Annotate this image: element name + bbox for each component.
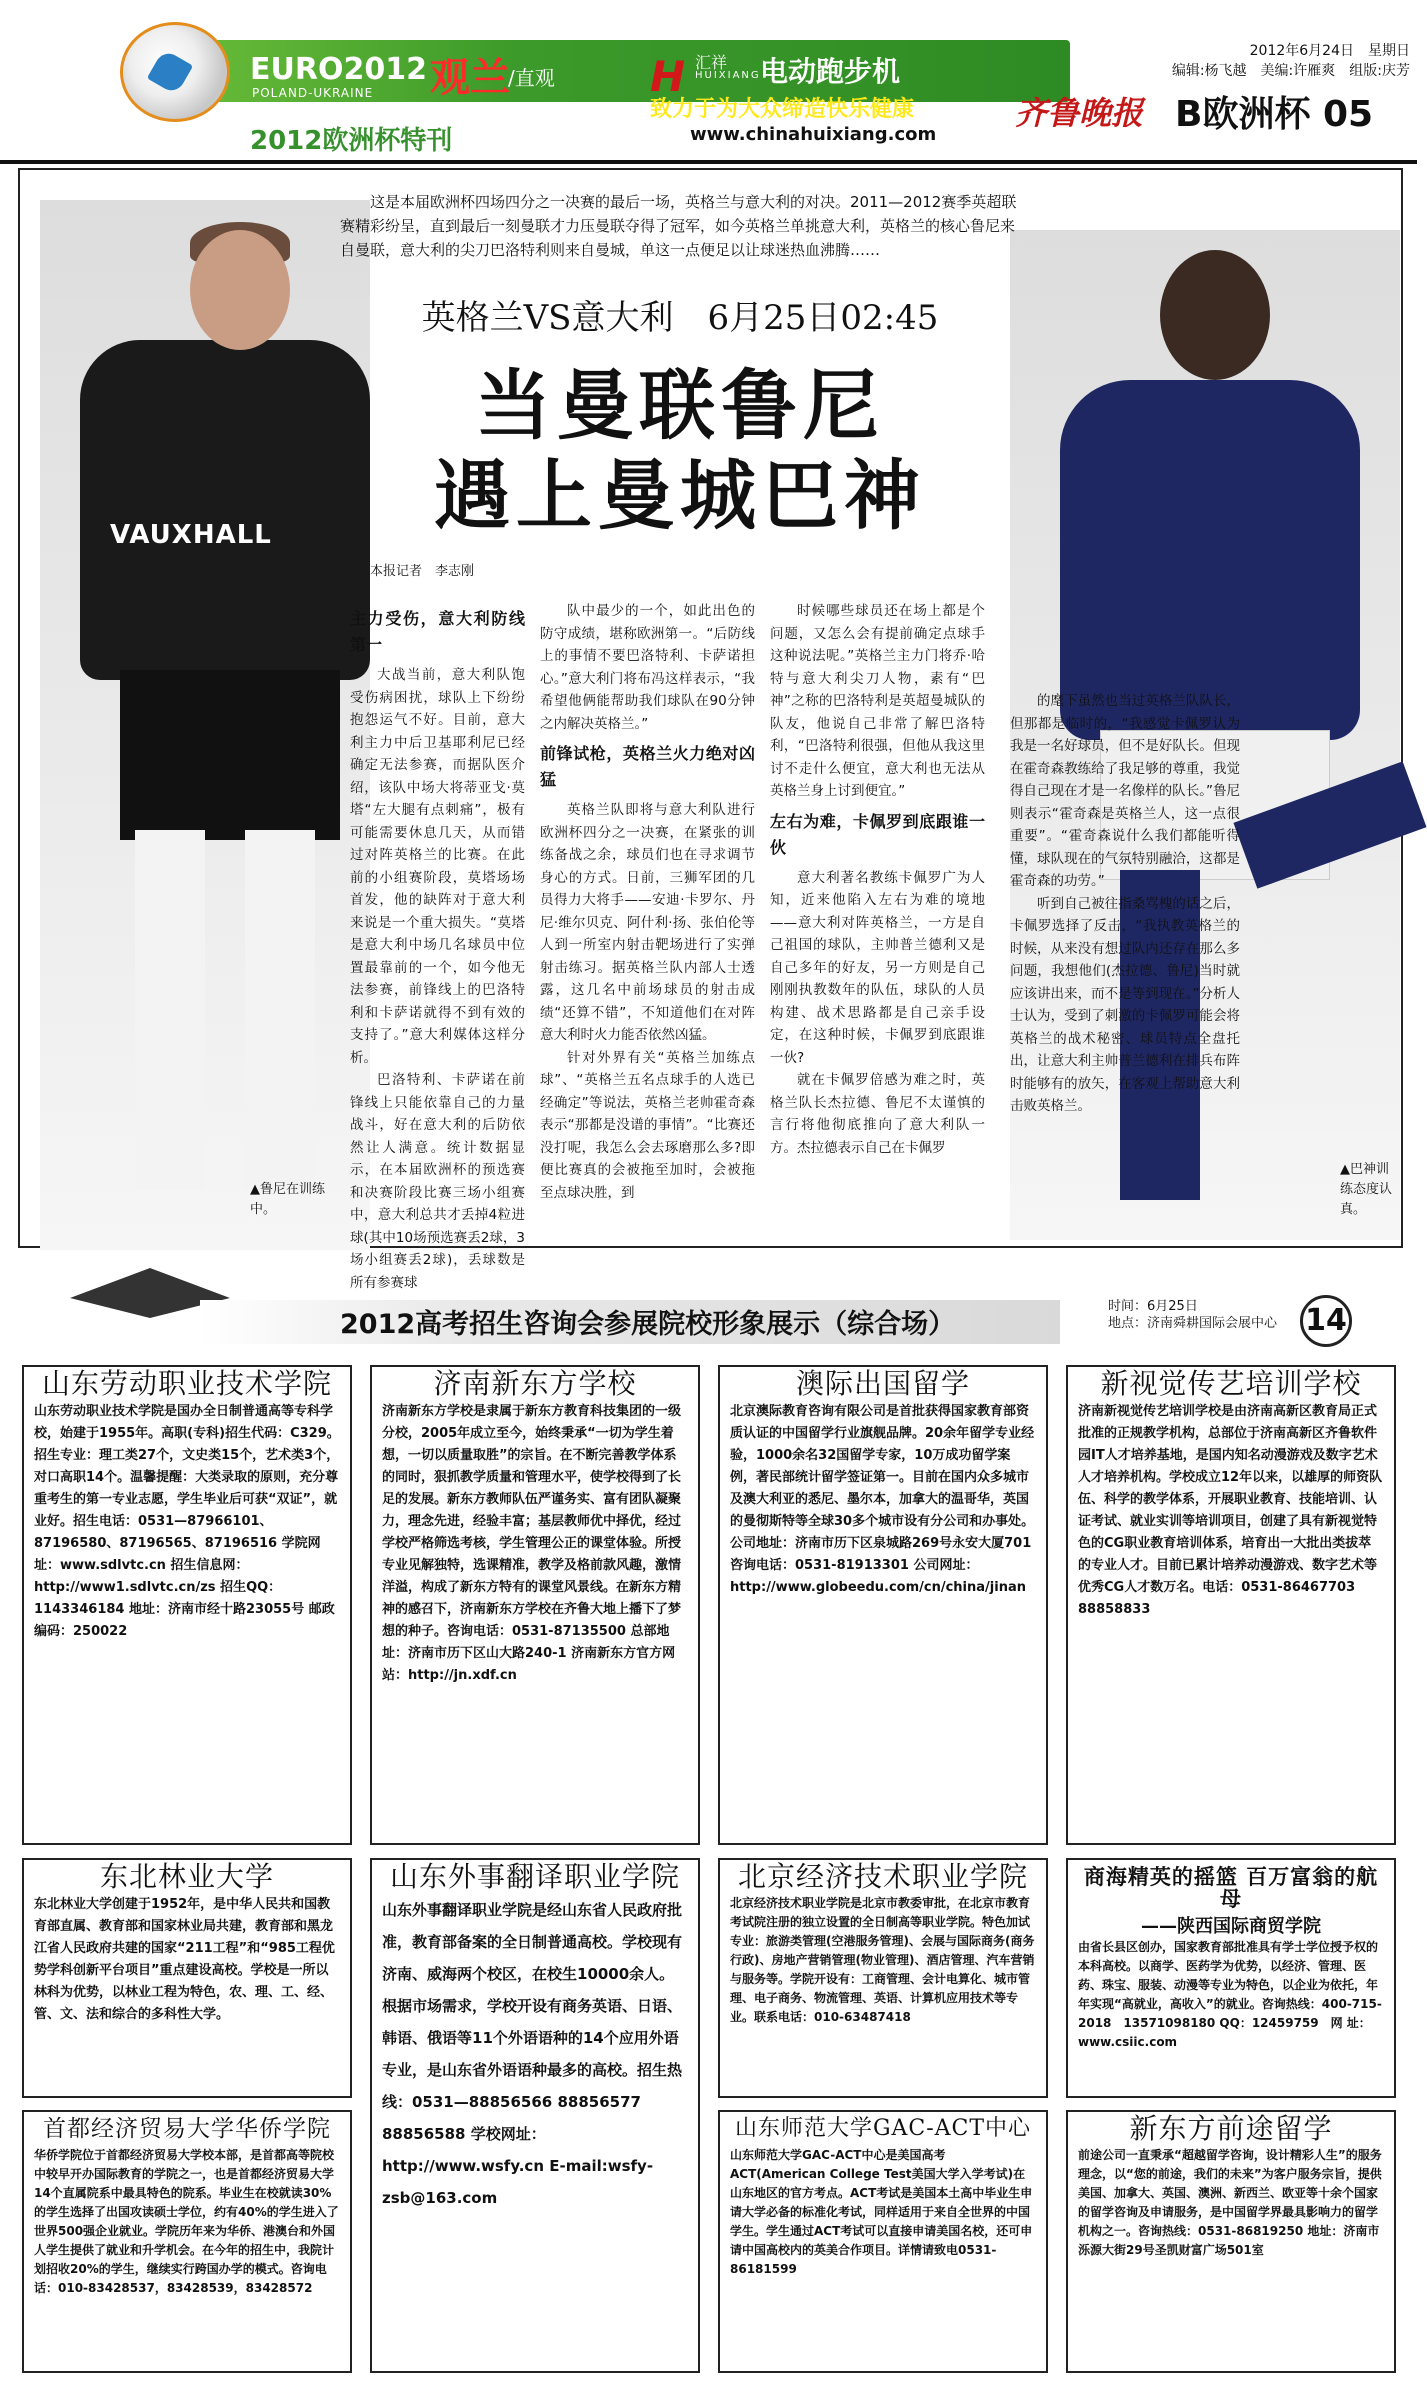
school-name: 山东劳动职业技术学院: [41, 1367, 332, 1400]
school-name: 新东方前途留学: [1129, 2112, 1333, 2145]
rooney-shorts: [120, 670, 340, 840]
subheading: 主力受伤，意大利防线第一: [350, 609, 525, 654]
school-ad: [370, 1858, 700, 2373]
school-desc: 山东劳动职业技术学院是国办全日制普通高等专科学校，始建于1955年。高职(专科)招生代码：C329。招生专业：理工类27个，文史类15个，艺术类3个，对口高职14个。温馨提醒：大类录取的原则，充分尊重考生的第一专业志愿，学生毕业后可获“双证”，就业好。招生电话：0531—87966101、87196580、87196565、87196516 学院网址：www.sdlvtc.cn 招生信息网：http://www1.sdlvtc.cn/zs 招生QQ：1143346184 地址：济南市经十路23055号 邮政编码：250022: [34, 1404, 340, 1639]
feature-article: [18, 168, 1403, 1291]
section-zhiguan: /直观: [508, 66, 555, 90]
balotelli-shirt: [1060, 380, 1360, 740]
article-lead: 这是本届欧洲杯四场四分之一决赛的最后一场，英格兰与意大利的对决。2011—2012赛季英超联赛精彩纷呈，直到最后一刻曼联才力压曼联夺得了冠军，如今英格兰单挑意大利，英格兰的核心鲁尼来自曼联，意大利的尖刀巴洛特利则来自曼城，单这一点便足以让球迷热血沸腾……: [340, 193, 1017, 259]
photo-caption-balotelli: ▲巴神训练态度认真。: [1340, 1162, 1393, 1217]
ad-section-info: [1108, 1298, 1277, 1332]
school-name: 山东外事翻译职业学院: [389, 1860, 680, 1893]
school-ad: [22, 2110, 352, 2373]
article-column-1: [350, 600, 525, 1294]
school-ad: [1066, 1365, 1396, 1845]
ad-url: www.chinahuixiang.com: [690, 124, 937, 145]
school-ad: [718, 1365, 1048, 1845]
photo-caption-rooney: ▲鲁尼在训练中。: [250, 1182, 325, 1217]
school-name: 澳际出国留学: [795, 1367, 970, 1400]
school-name: 山东师范大学GAC-ACT中心: [734, 2116, 1032, 2141]
paragraph: 意大利著名教练卡佩罗广为人知，近来他陷入左右为难的境地——意大利对阵英格兰，一方是自己祖国的球队，主帅普兰德利又是自己多年的好友，另一方则是自己刚刚执教数年的队伍，球队的人员构建、战术思路都是自己亲手设定，在这种时候，卡佩罗到底跟谁一伙?: [770, 869, 985, 1066]
article-column-3: [770, 600, 985, 1159]
ad-section-time: 时间：6月25日: [1108, 1299, 1198, 1314]
rooney-leg: [245, 830, 315, 1190]
section-guanlan: 观兰: [430, 54, 510, 101]
masthead: [0, 0, 1417, 160]
euro-logo: EURO2012: [250, 52, 427, 87]
school-ad: [22, 1365, 352, 1845]
school-desc: 济南新视觉传艺培训学校是由济南高新区教育局正式批准的正规教学机构，总部位于济南高新区齐鲁软件园IT人才培养基地，是国内知名动漫游戏及数字艺术人才培养机构。学校成立12年以来，以雄厚的师资队伍、科学的教学体系，开展职业教育、技能培训、认证考试、就业实训等培训项目，创建了具有新视觉特色的CG职业教育培训体系，培育出一大批出类拔萃的专业人才。目前已累计培养动漫游戏、数字艺术等优秀CG人才数万名。电话：0531-86467703 88858833: [1078, 1404, 1383, 1617]
paragraph: 时候哪些球员还在场上都是个问题，又怎么会有提前确定点球手这种说法呢。”英格兰主力门将乔·哈特与意大利尖刀人物，素有“巴神”之称的巴洛特利是英超曼城队的队友，他说自己非常了解巴洛特利，“巴洛特利很强，但他从我这里讨不走什么便宜，意大利也无法从英格兰身上讨到便宜。”: [770, 603, 985, 799]
balotelli-head: [1160, 250, 1270, 380]
ad-brand-en: HUIXIANG: [695, 70, 761, 81]
article-column-2: [540, 600, 755, 1204]
school-ad: [370, 1365, 700, 1845]
masthead-rule: [0, 160, 1417, 164]
paragraph: 英格兰队即将与意大利队进行欧洲杯四分之一决赛，在紧张的训练备战之余，球员们也在寻求调节身心的方式。日前，三狮军团的几员得力大将手——安迪·卡罗尔、丹尼·维尔贝克、阿什利·扬、张伯伦等人到一所室内射击靶场进行了实弹射击练习。据英格兰队内部人士透露，这几名中前场球员的射击成绩“还算不错”，不知道他们在对阵意大利时火力能否依然凶猛。: [540, 802, 755, 1043]
school-name: 首都经济贸易大学华侨学院: [43, 2116, 331, 2142]
school-desc: 前途公司一直秉承“超越留学咨询，设计精彩人生”的服务理念，以“您的前途，我们的未来”为客户服务宗旨，提供美国、加拿大、英国、澳洲、新西兰、欧亚等十余个国家的留学咨询及申请服务，是中国留学界最具影响力的留学机构之一。咨询热线：0531-86819250 地址：济南市泺源大街29号圣凯财富广场501室: [1078, 2148, 1382, 2257]
paragraph: 巴洛特利、卡萨诺在前锋线上只能依靠自己的力量战斗，好在意大利的后防依然让人满意。统计数据显示，在本届欧洲杯的预选赛和决赛阶段比赛三场小组赛中，意大利总共才丢掉4粒进球(其中10场预选赛丢2球，3场小组赛丢2球)，丢球数是所有参赛球: [350, 1072, 525, 1291]
special-title: 2012欧洲杯特刊: [250, 126, 453, 156]
rooney-shirt: [80, 340, 370, 680]
editor-credits: 编辑:杨飞越 美编:许雁爽 组版:庆芳: [1171, 63, 1410, 79]
paragraph: 队中最少的一个，如此出色的防守成绩，堪称欧洲第一。“后防线上的事情不要巴洛特利、卡萨诺担心。”意大利门将布冯这样表示，“我希望他俩能帮助我们球队在90分钟之内解决英格兰。”: [540, 603, 755, 732]
paragraph: 的麾下虽然也当过英格兰队队长，但那都是临时的，“我感觉卡佩罗认为我是一名好球员，但不是好队长。但现在霍奇森教练给了我足够的尊重，我觉得自己现在才是一名像样的队长。”鲁尼则表示“霍奇森是英格兰人，这一点很重要”。“霍奇森说什么我们都能听得懂，球队现在的气氛特别融洽，这都是霍奇森的功劳。”: [1010, 693, 1240, 889]
section-page: B欧洲杯 05: [1175, 94, 1374, 135]
school-desc: 北京澳际教育咨询有限公司是首批获得国家教育部资质认证的中国留学行业旗舰品牌。20余年留学专业经验，1000余名32国留学专家，10万成功留学案例，著民部统计留学签证第一。目前在国内众多城市及澳大利亚的悉尼、墨尔本，加拿大的温哥华，英国的曼彻斯特等全球30多个城市设有分公司和办事处。公司地址：济南市历下区泉城路269号永安大厦701 咨询电话：0531-81913301 公司网址：http://www.globeedu.com/cn/china/jinan: [730, 1404, 1035, 1595]
school-ad: [22, 1858, 352, 2098]
ad-slogan: 致力于为大众缔造快乐健康: [650, 97, 915, 122]
school-name: 济南新东方学校: [433, 1367, 637, 1400]
school-desc: 山东外事翻译职业学院是经山东省人民政府批准，教育部备案的全日制普通高校。学校现有济南、威海两个校区，在校生10000余人。根据市场需求，学校开设有商务英语、日语、韩语、俄语等11个外语语种的14个应用外语专业，是山东省外语语种最多的高校。招生热线：0531—88856566 88856577 88856588 学校网址：http://www.wsfy.cn E-mail:wsfy-zsb@163.com: [382, 1901, 683, 2207]
ad-section-place: 地点：济南舜耕国际会展中心: [1108, 1316, 1278, 1331]
paragraph: 就在卡佩罗倍感为难之时，英格兰队长杰拉德、鲁尼不太谨慎的言行将他彻底推向了意大利队一方。杰拉德表示自己在卡佩罗: [770, 1072, 985, 1156]
school-name: 北京经济技术职业学院: [737, 1860, 1028, 1893]
ad-section-number: 14: [1300, 1295, 1352, 1347]
headline-line-2: 遇上曼城巴神: [434, 451, 926, 540]
jersey-sponsor: VAUXHALL: [110, 520, 272, 550]
rooney-photo: [40, 200, 370, 1250]
paper-name: 齐鲁晚报: [1015, 94, 1144, 132]
paragraph: 听到自己被往指桑骂槐的话之后，卡佩罗选择了反击，“我执教英格兰的时候，从来没有想过队内还存在那么多问题，我想他们(杰拉德、鲁尼)当时就应该讲出来，而不是等到现在。”分析人士认为，受到了刺激的卡佩罗可能会将英格兰的战术秘密、球员特点全盘托出，让意大利主帅普兰德利在排兵布阵时能够有的放矢，在客观上帮助意大利击败英格兰。: [1010, 895, 1240, 1114]
ad-brand-mark: H: [650, 52, 686, 101]
school-desc: 济南新东方学校是隶属于新东方教育科技集团的一级分校，2005年成立至今，始终秉承“一切为学生着想，一切以质量取胜”的宗旨。在不断完善教学体系的同时，狠抓教学质量和管理水平，使学校得到了长足的发展。新东方教师队伍严谨务实、富有团队凝聚力，理念先进，经验丰富；基层教师优中择优，经过学校严格筛选考核，学生管理公正的课堂体验。所授专业见解独特，选课精准，教学及格前款风趣，激情洋溢，构成了新东方特有的课堂风景线。在新东方精神的感召下，济南新东方学校在齐鲁大地上播下了梦想的种子。咨询电话：0531-87135500 总部地址：济南市历下区山大路240-1 济南新东方官方网站：http://jn.xdf.cn: [382, 1404, 682, 1683]
issue-date: 2012年6月24日 星期日: [1249, 43, 1410, 59]
ad-section-title: 2012高考招生咨询会参展院校形象展示（综合场）: [340, 1309, 956, 1340]
school-ad: [1066, 1858, 1396, 2098]
school-subtitle: ——陕西国际商贸学院: [1141, 1916, 1321, 1937]
match-line: 英格兰VS意大利 6月25日02:45: [421, 298, 939, 338]
school-name: 新视觉传艺培训学校: [1100, 1367, 1362, 1400]
paragraph: 针对外界有关“英格兰加练点球”、“英格兰五名点球手的人选已经确定”等说法，英格兰老帅霍奇森表示“那都是没谱的事情”。“比赛还没打呢，我怎么会去琢磨那么多?即便比赛真的会被拖至加时，会被拖至点球决胜，到: [540, 1049, 755, 1201]
ad-brand-cn: 汇祥: [695, 53, 728, 72]
ad-product: 电动跑步机: [760, 55, 901, 88]
school-desc: 华侨学院位于首都经济贸易大学校本部，是首都高等院校中较早开办国际教育的学院之一，也是首都经济贸易大学14个直属院系中最具特色的院系。毕业生在校就读30%的学生选择了出国攻读硕士学位，约有40%的学生进入了世界500强企业就业。学院历年来为华侨、港澳台和外国人学生提供了就业和升学机会。在今年的招生中，我院计划招收20%的学生，继续实行跨国办学的模式。咨询电话：010-83428537，83428539，83428572: [34, 2148, 339, 2295]
school-ad: [718, 2110, 1048, 2373]
rooney-head: [190, 230, 290, 350]
school-desc: 由省长县区创办，国家教育部批准具有学士学位授予权的本科高校。以商学、医药学为优势，以经济、管理、医药、珠宝、服装、动漫等专业为特色，以企业为依托，年年实现“高就业，高收入”的就业。咨询热线：400-715-2018 13571098180 QQ：12459759 网 址：www.csiic.com: [1078, 1940, 1382, 2049]
headline-line-1: 当曼联鲁尼: [475, 361, 885, 450]
school-name: 商海精英的摇篮 百万富翁的航母: [1083, 1864, 1379, 1911]
byline: 本报记者 李志刚: [370, 564, 475, 579]
paragraph: 大战当前，意大利队饱受伤病困扰，球队上下纷纷抱怨运气不好。目前，意大利主力中后卫基耶利尼已经确定无法参赛，而据队医介绍，该队中场大将蒂亚戈·莫塔“左大腿有点刺痛”，极有可能需要休息几天，从而错过对阵英格兰的比赛。在此前的小组赛阶段，莫塔场场首发，他的缺阵对于意大利来说是一个重大损失。“莫塔是意大利中场几名球员中位置最靠前的一个，如今他无法参赛，前锋线上的巴洛特利和卡萨诺就得不到有效的支持了。”意大利媒体这样分析。: [350, 667, 525, 1066]
school-desc: 山东师范大学GAC-ACT中心是美国高考ACT(American College Test美国大学入学考试)在山东地区的官方考点。ACT考试是美国本土高中毕业生申请大学必备的标准化考试，同样适用于来自全世界的中国学生。学生通过ACT考试可以直接申请美国名校，还可申请中国高校内的英美合作项目。详情请致电0531-86181599: [730, 2148, 1033, 2276]
school-desc: 东北林业大学创建于1952年，是中华人民共和国教育部直属、教育部和国家林业局共建，教育部和黑龙江省人民政府共建的国家“211工程”和“985工程优势学科创新平台项目”重点建设高校。学校是一所以林科为优势，以林业工程为特色，农、理、工、经、管、文、法和综合的多科性大学。: [34, 1897, 335, 2022]
article-column-4: [1010, 690, 1240, 1118]
school-desc: 北京经济技术职业学院是北京市教委审批，在北京市教育考试院注册的独立设置的全日制高等职业学院。特色加试专业：旅游类管理(空港服务管理)、会展与国际商务(商务行政)、房地产营销管理(物业管理)、酒店管理、汽车营销与服务等。学院开设有：工商管理、会计电算化、城市管理、电子商务、物流管理、英语、计算机应用技术等专业。联系电话：010-63487418: [730, 1896, 1035, 2024]
school-ad: [718, 1858, 1048, 2098]
euro-ball-icon: [120, 22, 230, 122]
school-ad: [1066, 2110, 1396, 2373]
euro-sub: POLAND-UKRAINE: [252, 86, 374, 100]
rooney-leg: [135, 830, 205, 1190]
subheading: 左右为难，卡佩罗到底跟谁一伙: [770, 811, 985, 857]
subheading: 前锋试枪，英格兰火力绝对凶猛: [540, 744, 755, 789]
school-name: 东北林业大学: [99, 1860, 274, 1893]
